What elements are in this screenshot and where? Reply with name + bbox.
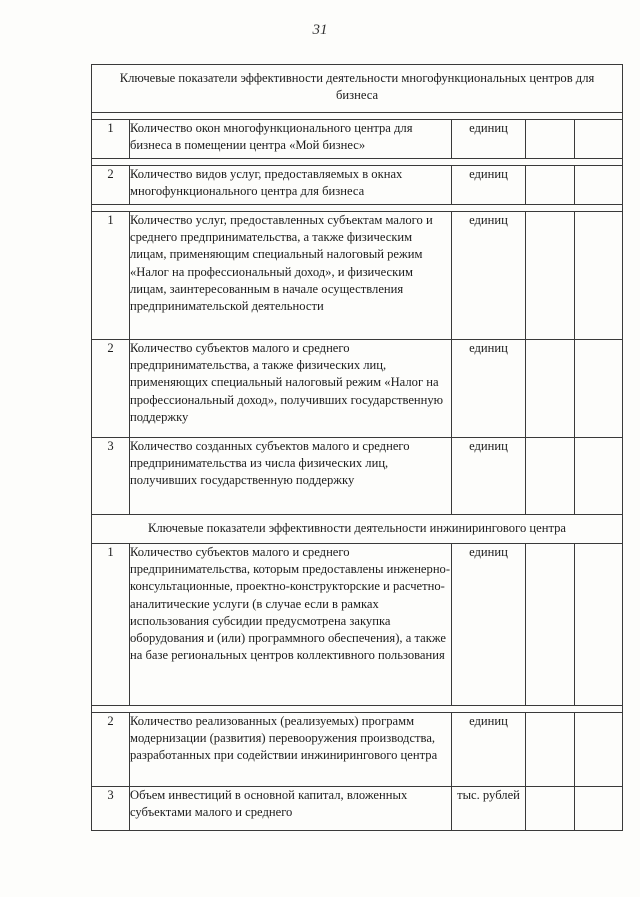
indicator-name: Объем инвестиций в основной капитал, вложенных субъектами малого и среднего: [130, 787, 452, 831]
row-number: 2: [92, 340, 130, 438]
indicator-name: Количество видов услуг, предоставляемых в окнах многофункционального центра для бизнеса: [130, 166, 452, 205]
value-cell: [526, 787, 575, 831]
table-row: [92, 120, 623, 159]
value-cell: [526, 713, 575, 787]
row-number: 1: [92, 212, 130, 340]
value-cell: [526, 212, 575, 340]
indicator-name: Количество созданных субъектов малого и среднего предпринимательства из числа физических лиц, получивших государственную поддержку: [130, 438, 452, 515]
unit-of-measure: единиц: [452, 713, 526, 787]
table-row: [92, 340, 623, 438]
value-cell: [526, 340, 575, 438]
indicator-name: Количество реализованных (реализуемых) программ модернизации (развития) перевооружения производства, разработанных при содействии инжинирингового центра: [130, 713, 452, 787]
section-header: [92, 515, 623, 544]
row-number: 3: [92, 787, 130, 831]
value-cell: [526, 120, 575, 159]
row-number: 1: [92, 120, 130, 159]
value-cell: [575, 787, 623, 831]
value-cell: [575, 544, 623, 706]
value-cell: [526, 544, 575, 706]
value-cell: [575, 340, 623, 438]
unit-of-measure: единиц: [452, 212, 526, 340]
indicators-table: [91, 64, 623, 831]
table-row: [92, 713, 623, 787]
value-cell: [526, 166, 575, 205]
table-row: [92, 438, 623, 515]
table-row: [92, 787, 623, 831]
row-number: 2: [92, 713, 130, 787]
table-row: [92, 544, 623, 706]
section-title: Ключевые показатели эффективности деятельности инжинирингового центра: [92, 515, 623, 544]
value-cell: [575, 438, 623, 515]
row-number: 2: [92, 166, 130, 205]
value-cell: [575, 713, 623, 787]
unit-of-measure: тыс. рублей: [452, 787, 526, 831]
indicator-name: Количество окон многофункционального центра для бизнеса в помещении центра «Мой бизнес»: [130, 120, 452, 159]
value-cell: [526, 438, 575, 515]
row-number: 3: [92, 438, 130, 515]
table-row: [92, 166, 623, 205]
unit-of-measure: единиц: [452, 120, 526, 159]
table-row: [92, 212, 623, 340]
indicator-name: Количество субъектов малого и среднего предпринимательства, а также физических лиц, применяющих специальный налоговый режим «Налог на профессиональный доход», получивших государственную поддержку: [130, 340, 452, 438]
unit-of-measure: единиц: [452, 166, 526, 205]
value-cell: [575, 120, 623, 159]
unit-of-measure: единиц: [452, 340, 526, 438]
page-number: 31: [312, 22, 328, 38]
value-cell: [575, 166, 623, 205]
section-header: [92, 65, 623, 113]
unit-of-measure: единиц: [452, 544, 526, 706]
indicator-name: Количество субъектов малого и среднего предпринимательства, которым предоставлены инженерно-консультационные, проектно-конструкторские и расчетно-аналитические услуги (в случае если в рамках использования субсидии предусмотрена закупка оборудования и (или) программного обеспечения), а также на базе региональных центров коллективного пользования: [130, 544, 452, 706]
row-number: 1: [92, 544, 130, 706]
indicator-name: Количество услуг, предоставленных субъектам малого и среднего предпринимательства, а также физическим лицам, применяющим специальный налоговый режим «Налог на профессиональный доход», и физическим лицам, заинтересованным в начале осуществления предпринимательской деятельности: [130, 212, 452, 340]
unit-of-measure: единиц: [452, 438, 526, 515]
section-title: Ключевые показатели эффективности деятельности многофункциональных центров для бизнеса: [92, 65, 623, 113]
value-cell: [575, 212, 623, 340]
